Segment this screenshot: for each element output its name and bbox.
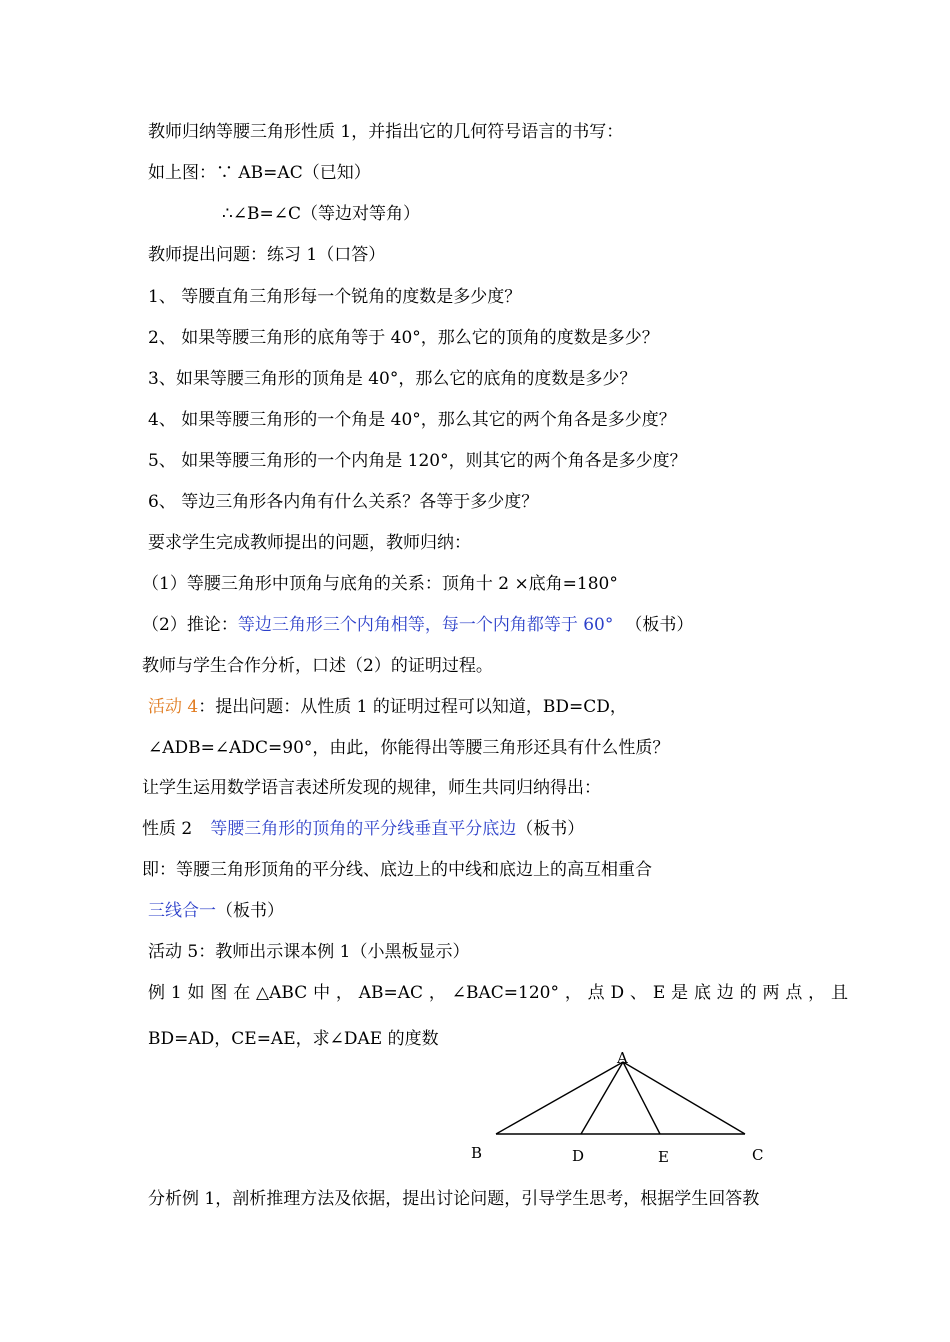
question-item: 1、 等腰直角三角形每一个锐角的度数是多少度？: [148, 287, 522, 307]
text-line: （1）等腰三角形中顶角与底角的关系：顶角十 2 ×底角=180°: [142, 574, 618, 594]
example1-part: 点: [587, 983, 605, 1003]
example1-part: ∠BAC=120°: [451, 983, 559, 1003]
activity4-label: 活动 4: [148, 697, 199, 717]
example1-part: 、: [629, 983, 647, 1003]
segment-ad: [581, 1062, 623, 1134]
example1-part: 的: [739, 983, 757, 1003]
text-line: 即：等腰三角形顶角的平分线、底边上的中线和底边上的高互相重合: [142, 860, 652, 880]
example1-part: 如: [187, 983, 205, 1003]
example1-part: ，: [564, 983, 582, 1003]
text-line: 教师与学生合作分析，口述（2）的证明过程。: [142, 656, 493, 676]
example1-part: 且: [831, 983, 848, 1003]
question-item: 4、 如果等腰三角形的一个角是 40°，那么其它的两个角各是多少度？: [148, 410, 676, 430]
inference-blue-text: 等边三角形三个内角相等，每一个内角都等于 60°: [237, 615, 614, 635]
example1-part: 边: [716, 983, 734, 1003]
segment-ab: [496, 1062, 623, 1134]
question-item: 2、 如果等腰三角形的底角等于 40°，那么它的顶角的度数是多少？: [148, 328, 659, 348]
example1-part: E: [652, 983, 666, 1003]
question-item: 6、 等边三角形各内角有什么关系？各等于多少度？: [148, 492, 539, 512]
example1-part: 底: [693, 983, 711, 1003]
example1-part: 1: [170, 983, 182, 1003]
example1-part: ，: [808, 983, 826, 1003]
text-line: 教师提出问题：练习 1（口答）: [148, 245, 386, 265]
text-line: ∠ADB=∠ADC=90°，由此，你能得出等腰三角形还具有什么性质？: [148, 738, 670, 758]
example1-part: 中: [313, 983, 331, 1003]
example1-part: 是: [671, 983, 689, 1003]
property2-label: 性质 2: [142, 819, 193, 839]
example1-part: ，: [335, 983, 353, 1003]
example1-part: 两: [762, 983, 780, 1003]
property2-blue-text: 等腰三角形的顶角的平分线垂直平分底边: [210, 819, 517, 839]
text-line: 教师归纳等腰三角形性质 1，并指出它的几何符号语言的书写：: [148, 122, 624, 142]
inference-prefix: （2）推论：: [142, 615, 238, 635]
example1-part: D: [610, 983, 625, 1003]
text-line: 分析例 1，剖析推理方法及依据，提出讨论问题，引导学生思考，根据学生回答教: [148, 1189, 760, 1209]
question-item: 5、 如果等腰三角形的一个内角是 120°，则其它的两个角各是多少度？: [148, 451, 687, 471]
label-b: B: [471, 1144, 483, 1162]
example1-part: ，: [428, 983, 446, 1003]
example1-part: AB=AC: [358, 983, 424, 1003]
three-in-one-suffix: （板书）: [216, 901, 284, 921]
example1-part: 点: [785, 983, 803, 1003]
property2-suffix: （板书）: [516, 819, 585, 839]
text-line: 让学生运用数学语言表述所发现的规律，师生共同归纳得出：: [142, 778, 601, 798]
text-line: 活动 5：教师出示课本例 1（小黑板显示）: [148, 942, 470, 962]
text-line: BD=AD，CE=AE，求∠DAE 的度数: [148, 1029, 439, 1049]
three-in-one-blue: 三线合一: [148, 901, 216, 921]
text-line: 如上图：∵ AB=AC（已知）: [148, 163, 371, 183]
label-c: C: [752, 1146, 764, 1164]
text-line: ∴∠B=∠C（等边对等角）: [222, 204, 421, 224]
label-e: E: [658, 1148, 669, 1166]
activity4-text: ：提出问题：从性质 1 的证明过程可以知道，BD=CD，: [198, 697, 627, 717]
example1-part: △ABC: [256, 983, 308, 1003]
text-line: 要求学生完成教师提出的问题，教师归纳：: [148, 533, 471, 553]
example1-part: 在: [233, 983, 251, 1003]
example1-part: 例: [148, 983, 165, 1003]
example1-part: 图: [210, 983, 228, 1003]
question-item: 3、如果等腰三角形的顶角是 40°，那么它的底角的度数是多少？: [148, 369, 637, 389]
label-a: A: [617, 1049, 628, 1067]
label-d: D: [572, 1147, 585, 1165]
inference-suffix: （板书）: [625, 615, 694, 635]
